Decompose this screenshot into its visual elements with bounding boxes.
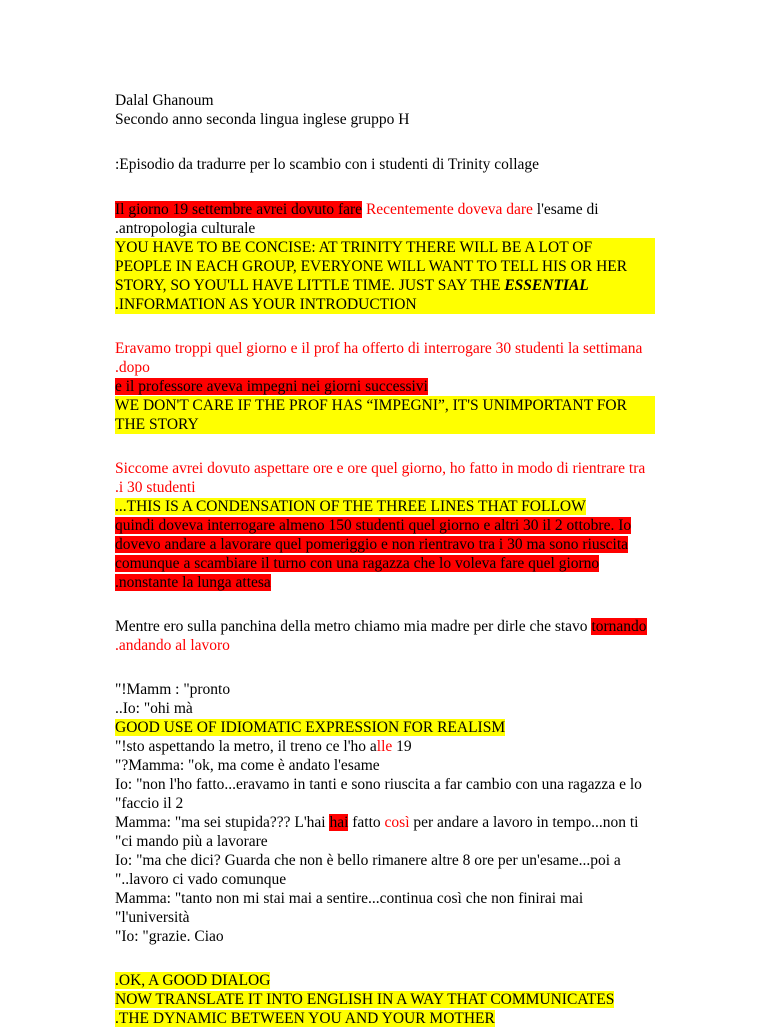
para1-line2: .antropologia culturale — [115, 220, 256, 237]
struck-line1: quindi doveva interrogare almeno 150 studenti quel giorno e altri 30 il 2 ottobre. Io — [115, 517, 632, 534]
author-name: Dalal Ghanoum — [115, 92, 214, 109]
comment2-line2: THE STORY — [115, 416, 199, 433]
dialog-line: "Io: "grazie. Ciao — [115, 928, 224, 945]
intro-line: :Episodio da tradurre per lo scambio con i studenti di Trinity collage — [115, 156, 540, 173]
dialog-line: "l'università — [115, 909, 190, 926]
para4-line1: Mentre ero sulla panchina della metro chiamo mia madre per dirle che stavo tornando — [115, 618, 647, 635]
dialog-line: "ci mando più a lavorare — [115, 833, 268, 850]
dialog-line: "!sto aspettando la metro, il treno ce l'ho alle 19 — [115, 738, 412, 755]
dialog-line: "faccio il 2 — [115, 795, 184, 812]
dialog-line: "..lavoro ci vado comunque — [115, 871, 287, 888]
para2-line2: .dopo — [115, 359, 150, 376]
para1-line1: Il giorno 19 settembre avrei dovuto fare Recentemente doveva dare l'esame di — [115, 201, 599, 218]
closing-comment-line1: .OK, A GOOD DIALOG — [115, 972, 271, 989]
para4-line2: .andando al lavoro — [115, 637, 230, 654]
comment3: ...THIS IS A CONDENSATION OF THE THREE LINES THAT FOLLOW — [115, 498, 586, 515]
dialog-line: "?Mamma: "ok, ma come è andato l'esame — [115, 757, 380, 774]
comment1-line1: YOU HAVE TO BE CONCISE: AT TRINITY THERE WILL BE A LOT OF — [115, 239, 593, 256]
comment1-line3: STORY, SO YOU'LL HAVE LITTLE TIME. JUST SAY THE ESSENTIAL — [115, 277, 589, 294]
para3-line2: .i 30 studenti — [115, 479, 196, 496]
struck-line3: comunque a scambiare il turno con una ragazza che lo voleva fare quel giorno — [115, 555, 600, 572]
struck-line2: dovevo andare a lavorare quel pomeriggio e non rientravo tra i 30 ma sono riuscita — [115, 536, 629, 553]
comment2-line1: WE DON'T CARE IF THE PROF HAS “IMPEGNI”, IT'S UNIMPORTANT FOR — [115, 397, 627, 414]
revised-text: Recentemente doveva dare — [365, 201, 533, 218]
closing-comment-line3: .THE DYNAMIC BETWEEN YOU AND YOUR MOTHER — [115, 1010, 495, 1027]
comment1-line4: .INFORMATION AS YOUR INTRODUCTION — [115, 296, 417, 313]
dialog-line: Io: "non l'ho fatto...eravamo in tanti e sono riuscita a far cambio con una ragazza e lo — [115, 776, 642, 793]
struck-text: Il giorno 19 settembre avrei dovuto fare — [115, 201, 363, 218]
course-line: Secondo anno seconda lingua inglese gruppo H — [115, 111, 410, 128]
dialog-line: "!Mamm : "pronto — [115, 681, 231, 698]
dialog-line: Mamma: "tanto non mi stai mai a sentire...continua così che non finirai mai — [115, 890, 584, 907]
para2-struck: e il professore aveva impegni nei giorni successivi — [115, 378, 428, 395]
emphasis: ESSENTIAL — [504, 277, 589, 294]
dialog-line: ..Io: "ohi mà — [115, 700, 193, 717]
closing-comment-line2: NOW TRANSLATE IT INTO ENGLISH IN A WAY THAT COMMUNICATES — [115, 991, 615, 1008]
para2-line1: Eravamo troppi quel giorno e il prof ha offerto di interrogare 30 studenti la settimana — [115, 340, 643, 357]
dialog-comment: GOOD USE OF IDIOMATIC EXPRESSION FOR REALISM — [115, 719, 506, 736]
comment1-line2: PEOPLE IN EACH GROUP, EVERYONE WILL WANT TO TELL HIS OR HER — [115, 258, 628, 275]
struck-line4: .nonstante la lunga attesa — [115, 574, 271, 591]
para3-line1: Siccome avrei dovuto aspettare ore e ore quel giorno, ho fatto in modo di rientrare tra — [115, 460, 646, 477]
dialog-line: Io: "ma che dici? Guarda che non è bello rimanere altre 8 ore per un'esame...poi a — [115, 852, 621, 869]
dialog-line: Mamma: "ma sei stupida??? L'hai hai fatto così per andare a lavoro in tempo...non ti — [115, 814, 639, 831]
